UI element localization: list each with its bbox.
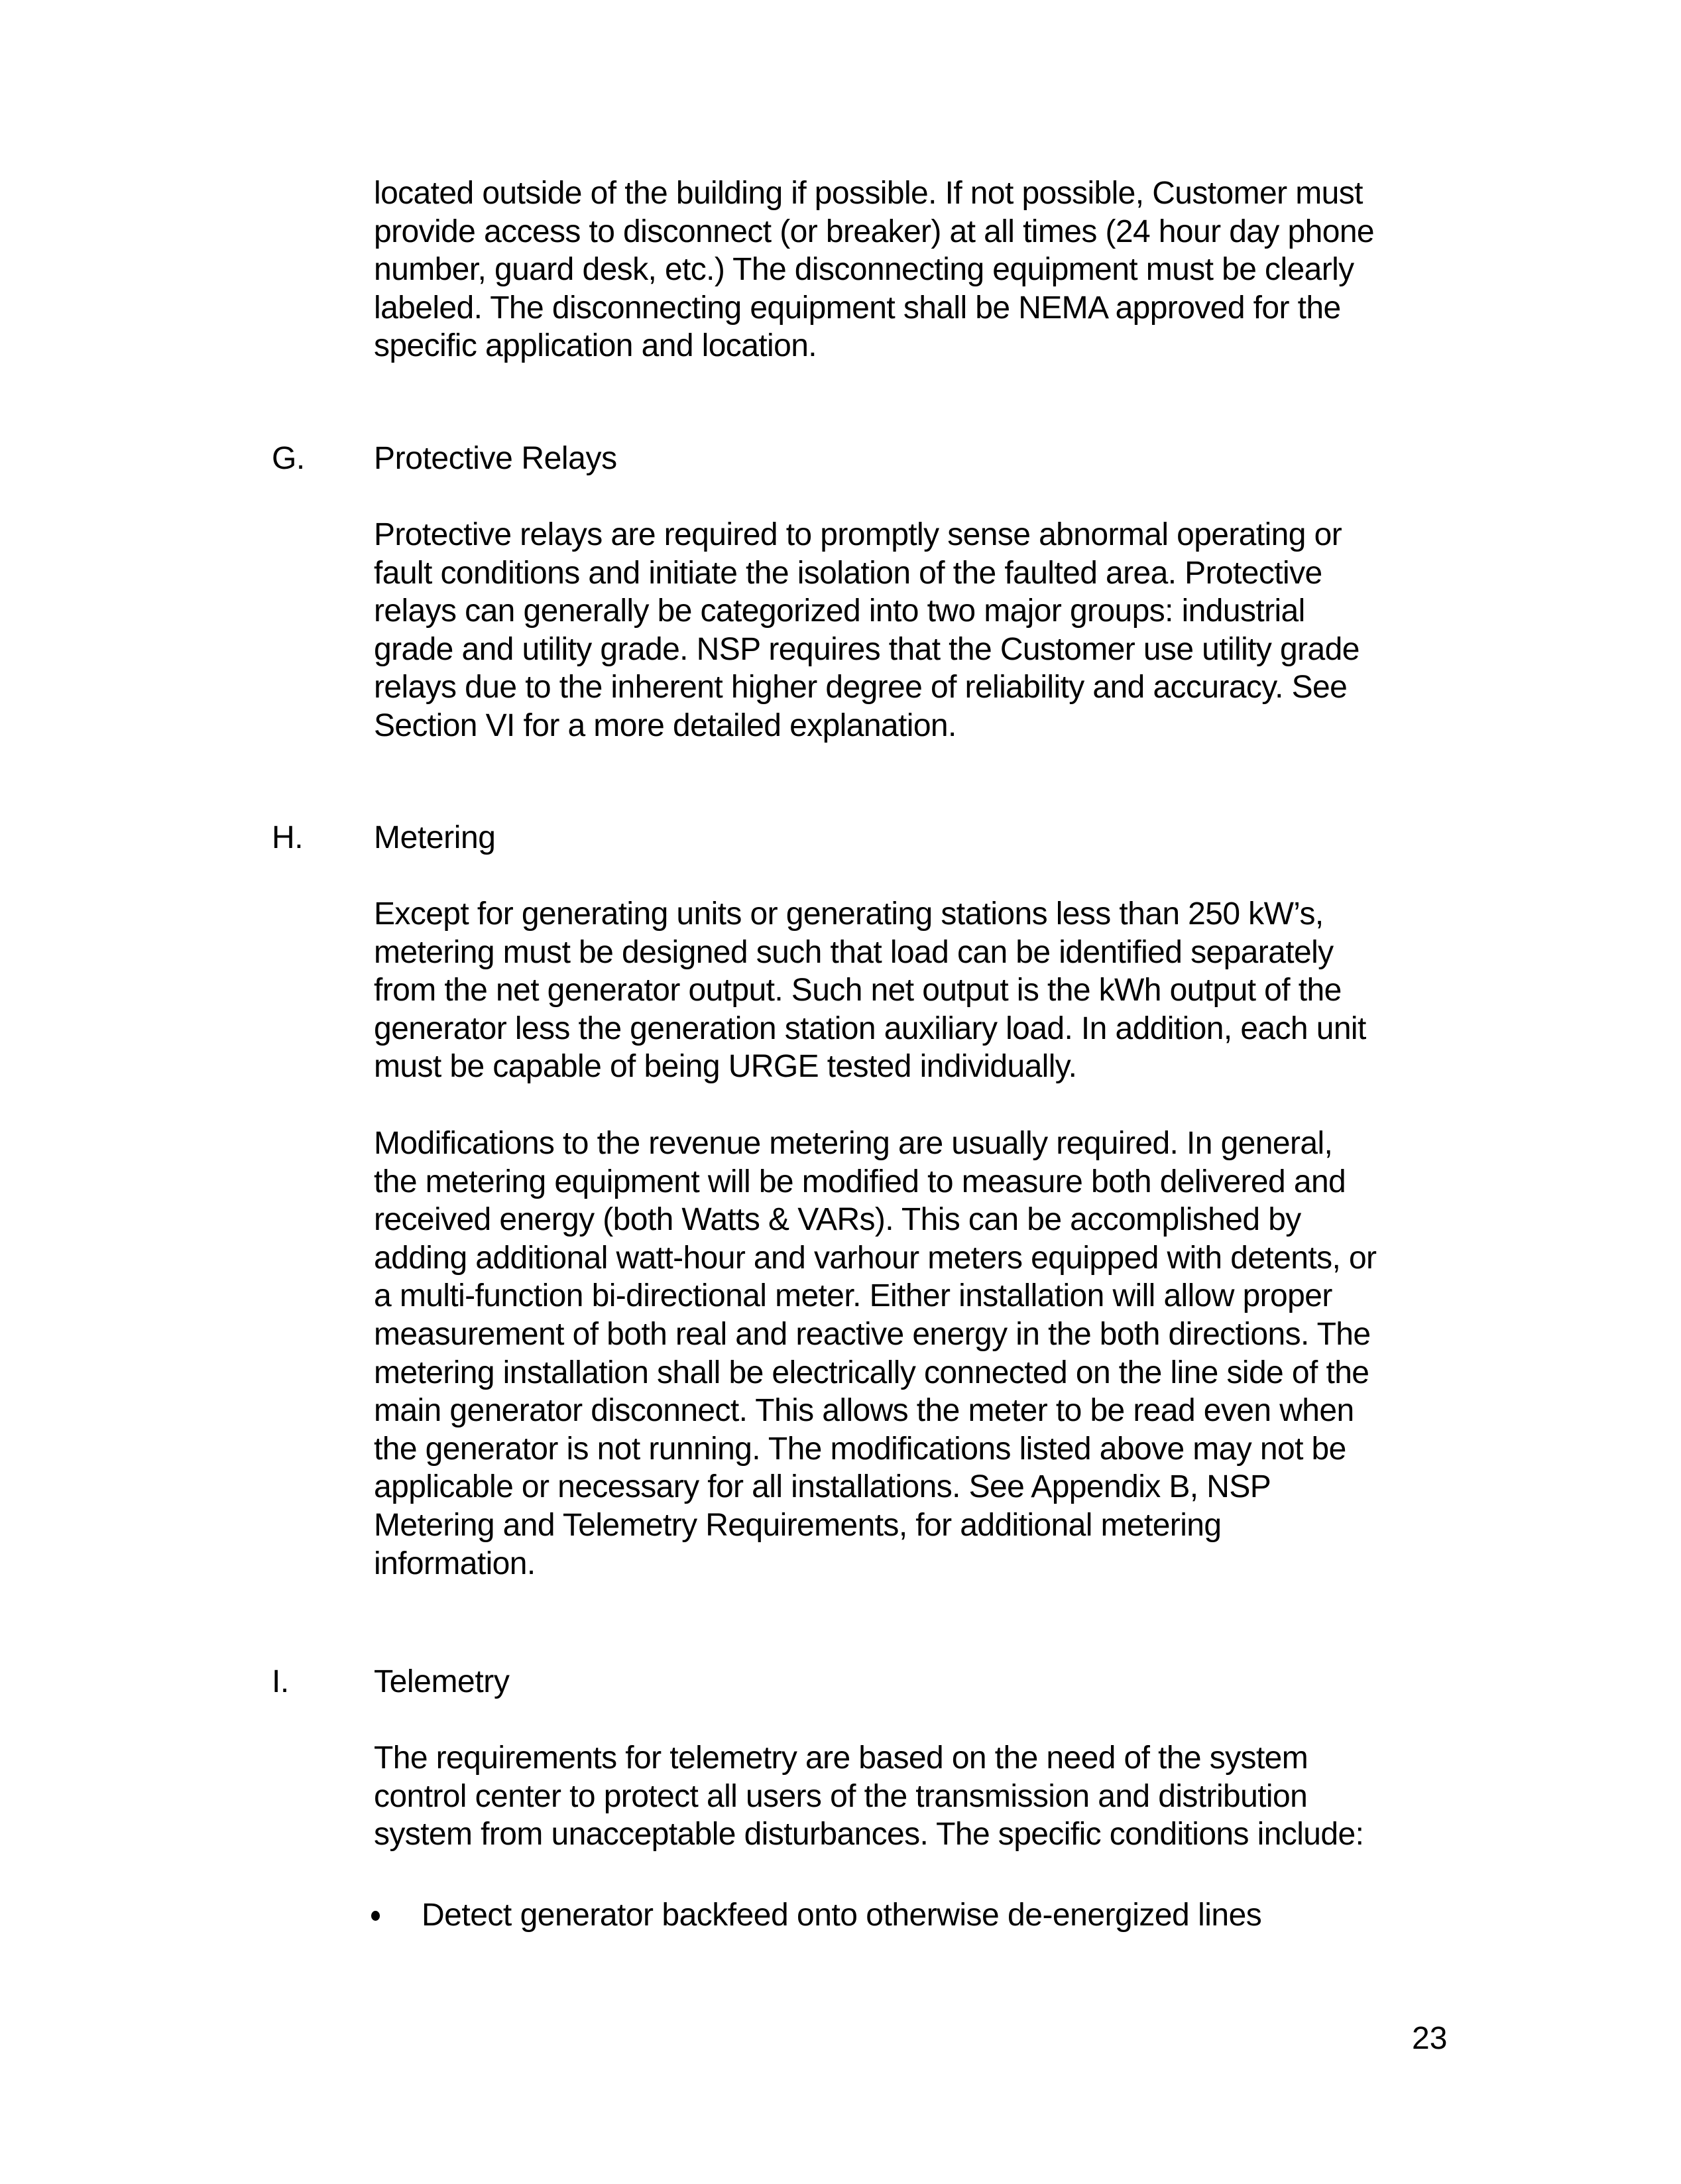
text-line: fault conditions and initiate the isolation of the faulted area. Protective (374, 555, 1322, 591)
text-line: Protective relays are required to promptly sense abnormal operating or (374, 517, 1342, 552)
text-line: Metering and Telemetry Requirements, for additional metering (374, 1507, 1222, 1543)
text-line: a multi-function bi-directional meter. Either installation will allow proper (374, 1278, 1332, 1314)
text-line: Except for generating units or generating stations less than 250 kW’s, (374, 896, 1324, 932)
section-letter: H. (272, 820, 304, 855)
text-line: relays due to the inherent higher degree of reliability and accuracy. See (374, 670, 1348, 705)
text-line: system from unacceptable disturbances. The specific conditions include: (374, 1817, 1364, 1852)
text-line: number, guard desk, etc.) The disconnecting equipment must be clearly (374, 252, 1354, 288)
telemetry-paragraph (374, 1739, 1468, 1854)
text-line: the metering equipment will be modified to measure both delivered and (374, 1164, 1346, 1199)
bullet-text: Detect generator backfeed onto otherwise de-energized lines (422, 1898, 1262, 1933)
section-letter: I. (272, 1664, 289, 1699)
text-line: metering installation shall be electrically connected on the line side of the (374, 1355, 1369, 1390)
text-line: adding additional watt-hour and varhour meters equipped with detents, or (374, 1240, 1377, 1276)
section-title: Telemetry (374, 1664, 510, 1699)
bullet-icon (371, 1911, 380, 1921)
text-line: labeled. The disconnecting equipment shall be NEMA approved for the (374, 290, 1341, 326)
text-line: the generator is not running. The modifications listed above may not be (374, 1431, 1346, 1467)
text-line: generator less the generation station auxiliary load. In addition, each unit (374, 1010, 1366, 1046)
text-line: provide access to disconnect (or breaker) at all times (24 hour day phone (374, 213, 1375, 249)
text-line: Modifications to the revenue metering are usually required. In general, (374, 1126, 1333, 1161)
text-line: specific application and location. (374, 328, 817, 364)
text-line: Section VI for a more detailed explanation. (374, 707, 956, 743)
metering-paragraph-2 (374, 1124, 1468, 1583)
text-line: grade and utility grade. NSP requires that the Customer use utility grade (374, 631, 1360, 667)
text-line: metering must be designed such that load can be identified separately (374, 934, 1334, 970)
section-title: Protective Relays (374, 441, 617, 476)
page-number: 23 (1412, 2021, 1448, 2056)
text-line: relays can generally be categorized into two major groups: industrial (374, 593, 1305, 629)
text-line: main generator disconnect. This allows the meter to be read even when (374, 1393, 1354, 1429)
text-line: control center to protect all users of the transmission and distribution (374, 1778, 1308, 1814)
protective-relays-paragraph (374, 516, 1468, 745)
section-title: Metering (374, 820, 496, 855)
intro-paragraph (374, 174, 1468, 365)
text-line: The requirements for telemetry are based on the need of the system (374, 1740, 1308, 1776)
section-letter: G. (272, 441, 305, 476)
text-line: measurement of both real and reactive energy in the both directions. The (374, 1316, 1371, 1352)
text-line: received energy (both Watts & VARs). This can be accomplished by (374, 1202, 1301, 1238)
text-line: information. (374, 1546, 536, 1581)
text-line: applicable or necessary for all installations. See Appendix B, NSP (374, 1469, 1271, 1505)
text-line: from the net generator output. Such net output is the kWh output of the (374, 973, 1342, 1008)
text-line: must be capable of being URGE tested individually. (374, 1049, 1077, 1085)
text-line: located outside of the building if possible. If not possible, Customer must (374, 176, 1363, 211)
metering-paragraph-1 (374, 895, 1468, 1086)
